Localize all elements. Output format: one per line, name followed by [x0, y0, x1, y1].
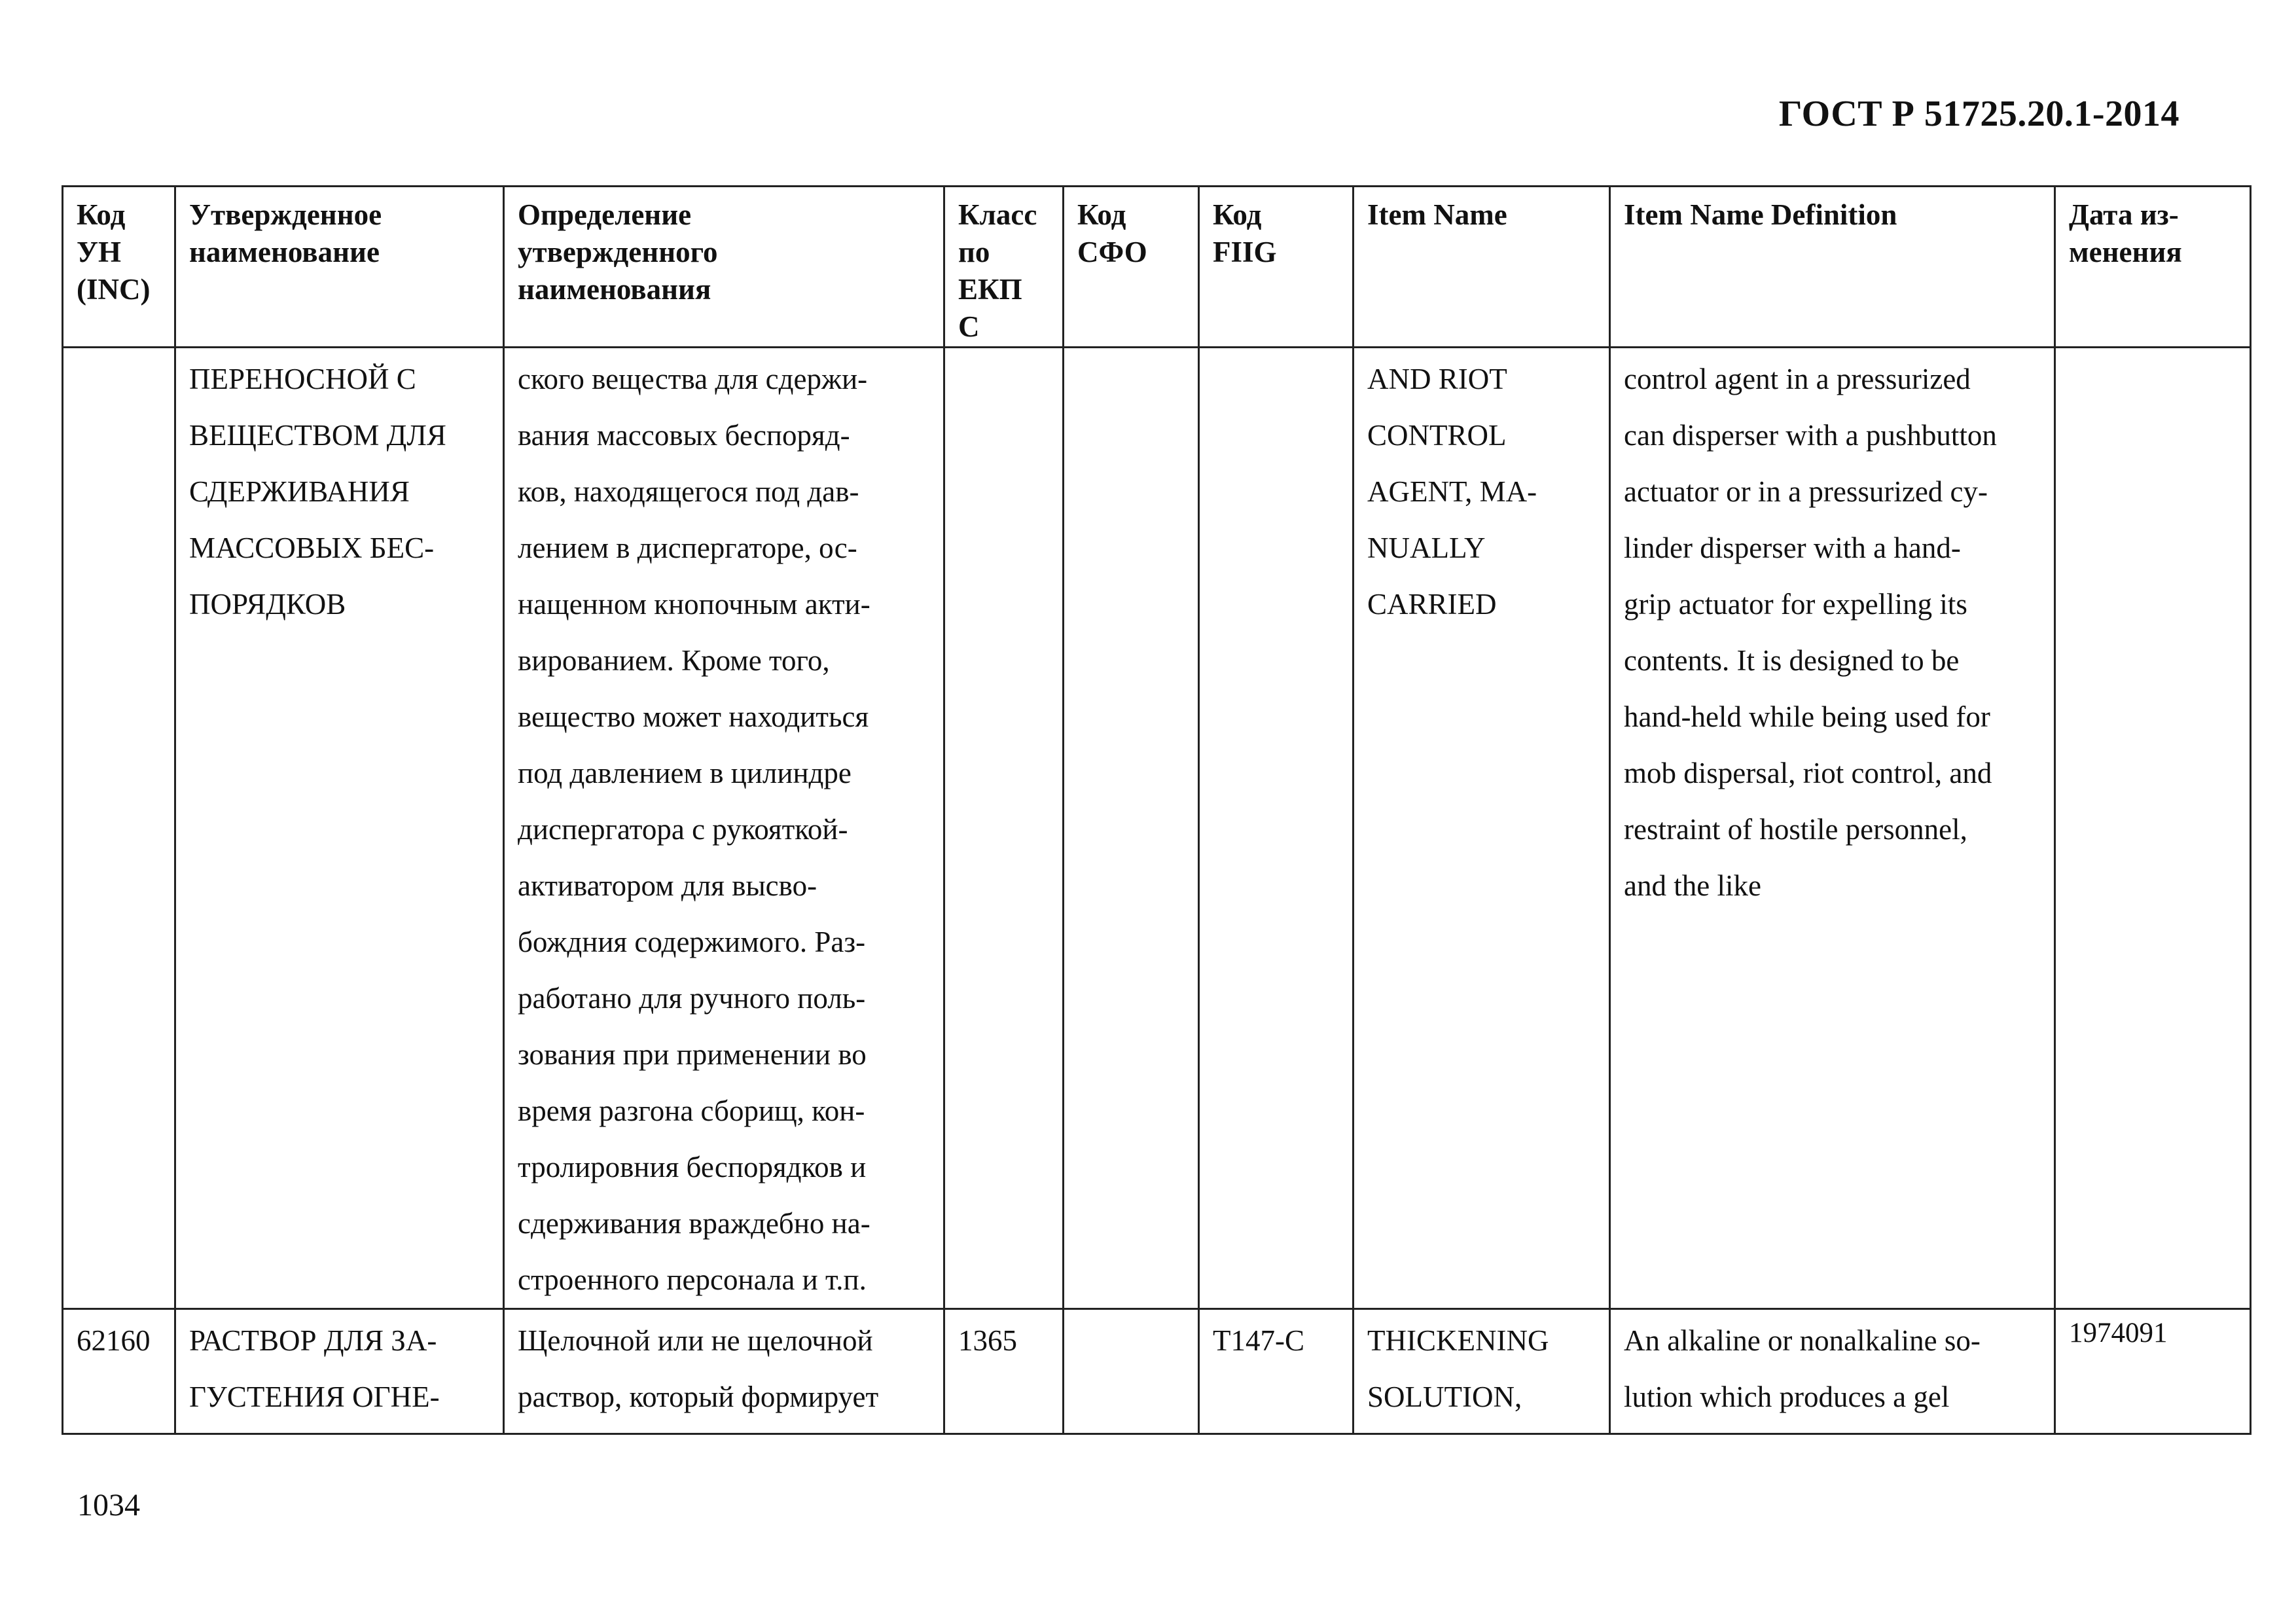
cell-line: С — [958, 310, 980, 343]
column-header-change-date — [2055, 187, 2251, 348]
cell-line: время разгона сборищ, кон- — [518, 1094, 865, 1127]
cell-line: раствор, который формирует — [518, 1380, 879, 1413]
cell-line: тролировния беспорядков и — [518, 1151, 867, 1183]
cell-line: SOLUTION, — [1367, 1380, 1522, 1413]
cell-line: Класс — [958, 198, 1037, 231]
cell-line: mob dispersal, riot control, and — [1624, 757, 1992, 789]
cell-class — [944, 1309, 1064, 1434]
cell-line: CONTROL — [1367, 419, 1507, 452]
column-header-item-name — [1354, 187, 1610, 348]
cell-change-date — [2055, 348, 2251, 1309]
cell-inc — [63, 348, 175, 1309]
cell-line: linder disperser with a hand- — [1624, 532, 1961, 564]
cell-line: строенного персонала и т.п. — [518, 1263, 867, 1296]
cell-line: менения — [2069, 236, 2182, 268]
cell-line: бождния содержимого. Раз- — [518, 926, 866, 958]
cell-line: Определение — [518, 198, 692, 231]
cell-line: ского вещества для сдержи- — [518, 363, 868, 395]
cell-line: по — [958, 236, 990, 268]
cell-line: СДЕРЖИВАНИЯ — [189, 475, 410, 508]
header-row — [63, 187, 2251, 348]
cell-line: Дата из- — [2069, 198, 2179, 231]
cell-line: активатором для высво- — [518, 869, 817, 902]
cell-line: диспергатора с рукояткой- — [518, 813, 848, 846]
cell-line: нащенном кнопочным акти- — [518, 588, 870, 621]
column-header-inc — [63, 187, 175, 348]
cell-line: can disperser with a pushbutton — [1624, 419, 1997, 452]
cell-sfo-code — [1064, 1309, 1199, 1434]
cell-line: 62160 — [77, 1324, 151, 1357]
cell-line: lution which produces a gel — [1624, 1380, 1950, 1413]
cell-line: THICKENING — [1367, 1324, 1549, 1357]
cell-line: hand-held while being used for — [1624, 700, 1990, 733]
cell-line: ПОРЯДКОВ — [189, 588, 346, 621]
cell-line: restraint of hostile personnel, — [1624, 813, 1967, 846]
cell-line: СФО — [1077, 236, 1147, 268]
table-row — [63, 348, 2251, 1309]
cell-line: ГУСТЕНИЯ ОГНЕ- — [189, 1380, 440, 1413]
cell-item-name — [1354, 348, 1610, 1309]
cell-line: AND RIOT — [1367, 363, 1507, 395]
cell-line: вированием. Кроме того, — [518, 644, 830, 677]
cell-line: T147-C — [1213, 1324, 1304, 1357]
cell-line: grip actuator for expelling its — [1624, 588, 1967, 621]
document-code: ГОСТ Р 51725.20.1-2014 — [1778, 94, 2179, 134]
cell-sfo-code — [1064, 348, 1199, 1309]
cell-line: AGENT, MA- — [1367, 475, 1537, 508]
nomenclature-table — [62, 185, 2251, 1435]
cell-line: МАССОВЫХ БЕС- — [189, 532, 435, 564]
cell-line: работано для ручного поль- — [518, 982, 866, 1015]
column-header-definition — [504, 187, 944, 348]
cell-line: сдерживания враждебно на- — [518, 1207, 870, 1240]
cell-line: утвержденного — [518, 236, 718, 268]
cell-line: наименования — [518, 273, 711, 306]
cell-line: лением в диспергаторе, ос- — [518, 532, 857, 564]
cell-line: Утвержденное — [189, 198, 382, 231]
cell-line: ЕКП — [958, 273, 1022, 306]
cell-definition — [504, 1309, 944, 1434]
cell-line: NUALLY — [1367, 532, 1486, 564]
cell-fiig-code — [1199, 1309, 1354, 1434]
cell-line: вещество может находиться — [518, 700, 869, 733]
cell-line: Код — [1213, 198, 1262, 231]
cell-line: and the like — [1624, 869, 1761, 902]
column-header-approved-name — [175, 187, 504, 348]
cell-line: РАСТВОР ДЛЯ ЗА- — [189, 1324, 437, 1357]
cell-item-name — [1354, 1309, 1610, 1434]
column-header-sfo-code — [1064, 187, 1199, 348]
cell-fiig-code — [1199, 348, 1354, 1309]
column-header-class — [944, 187, 1064, 348]
cell-line: An alkaline or nonalkaline so- — [1624, 1324, 1981, 1357]
cell-line: actuator or in a pressurized cy- — [1624, 475, 1988, 508]
cell-line: Item Name Definition — [1624, 198, 1897, 231]
cell-line: Код — [77, 198, 126, 231]
cell-line: 1974091 — [2069, 1318, 2168, 1348]
cell-approved-name — [175, 348, 504, 1309]
cell-line: Щелочной или не щелочной — [518, 1324, 873, 1357]
cell-line: contents. It is designed to be — [1624, 644, 1960, 677]
cell-line: наименование — [189, 236, 380, 268]
cell-line: УН — [77, 236, 122, 268]
cell-line: вания массовых беспоряд- — [518, 419, 850, 452]
cell-line: FIIG — [1213, 236, 1277, 268]
table-row — [63, 1309, 2251, 1434]
page-number: 1034 — [77, 1488, 140, 1523]
cell-line: CARRIED — [1367, 588, 1497, 621]
cell-line: под давлением в цилиндре — [518, 757, 852, 789]
cell-line: Item Name — [1367, 198, 1507, 231]
cell-line: (INC) — [77, 273, 151, 306]
cell-class — [944, 348, 1064, 1309]
column-header-item-name-definition — [1610, 187, 2055, 348]
cell-line: зования при применении во — [518, 1038, 867, 1071]
cell-approved-name — [175, 1309, 504, 1434]
cell-change-date — [2055, 1309, 2251, 1434]
cell-item-name-definition — [1610, 1309, 2055, 1434]
cell-line: ВЕЩЕСТВОМ ДЛЯ — [189, 419, 446, 452]
cell-inc — [63, 1309, 175, 1434]
cell-line: control agent in a pressurized — [1624, 363, 1971, 395]
cell-definition — [504, 348, 944, 1309]
cell-line: 1365 — [958, 1324, 1017, 1357]
cell-item-name-definition — [1610, 348, 2055, 1309]
cell-line: Код — [1077, 198, 1126, 231]
cell-line: ков, находящегося под дав- — [518, 475, 859, 508]
column-header-fiig-code — [1199, 187, 1354, 348]
cell-line: ПЕРЕНОСНОЙ С — [189, 363, 416, 395]
